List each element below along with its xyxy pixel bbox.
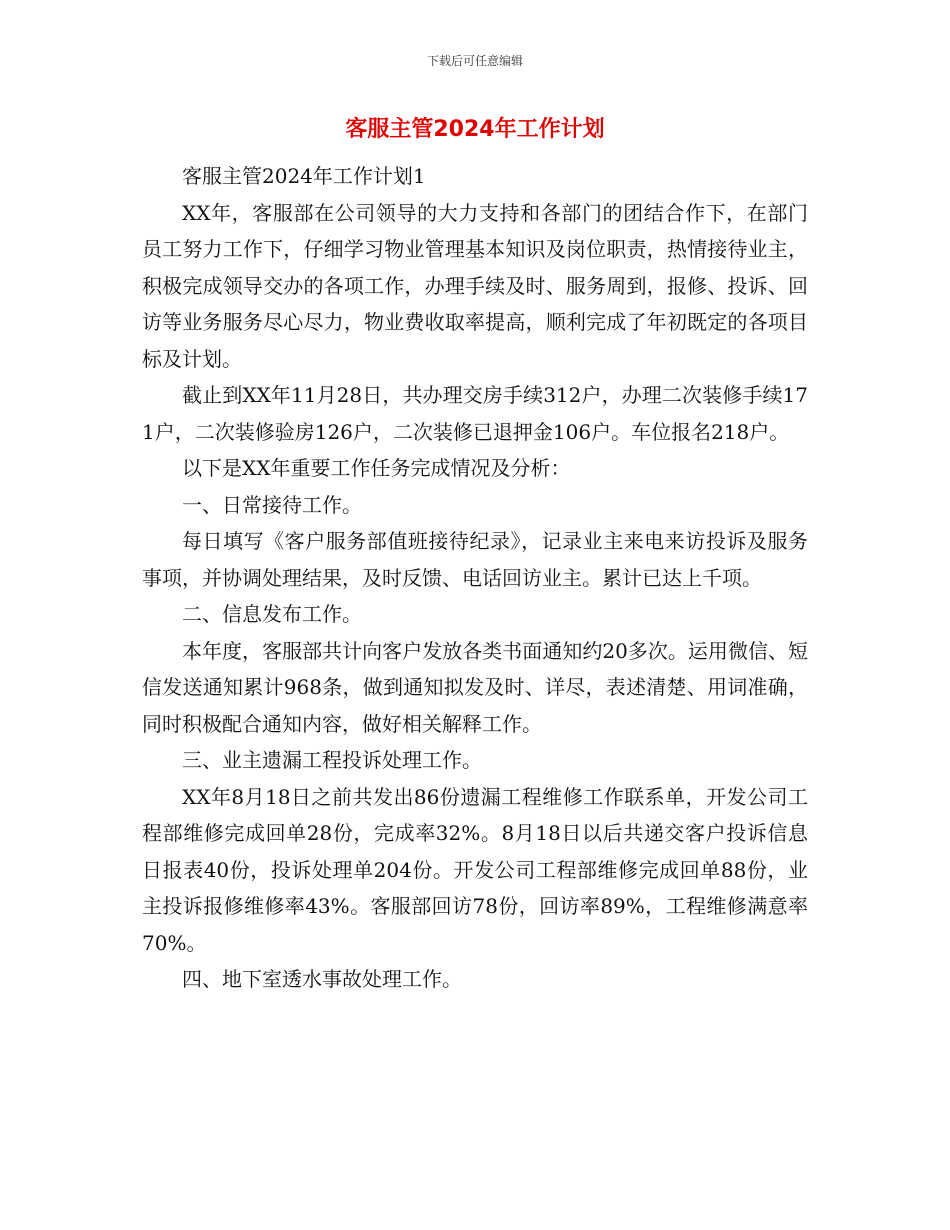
document-body	[142, 158, 808, 998]
paragraph-statistics: 截止到XX年11月28日，共办理交房手续312户，办理二次装修手续171户，二次装修验房126户，二次装修已退押金106户。车位报名218户。	[142, 383, 808, 444]
section-heading-reception: 一、日常接待工作。	[182, 492, 362, 517]
paragraph-information: 本年度，客服部共计向客户发放各类书面通知约20多次。运用微信、短信发送通知累计968条，做到通知拟发及时、详尽，表述清楚、用词准确，同时积极配合通知内容，做好相关解释工作。	[142, 638, 808, 736]
paragraph-reception: 每日填写《客户服务部值班接待纪录》，记录业主来电来访投诉及服务事项，并协调处理结果，及时反馈、电话回访业主。累计已达上千项。	[142, 529, 808, 590]
section-heading-basement: 四、地下室透水事故处理工作。	[182, 967, 462, 991]
paragraph-subtitle: 客服主管2024年工作计划1	[182, 164, 426, 188]
paragraph-summary-lead: 以下是XX年重要工作任务完成情况及分析：	[182, 456, 571, 480]
section-heading-complaints: 三、业主遗漏工程投诉处理工作。	[182, 748, 482, 772]
document-title: 客服主管2024年工作计划	[345, 117, 605, 142]
paragraph-complaints: XX年8月18日之前共发出86份遗漏工程维修工作联系单，开发公司工程部维修完成回单28份，完成率32%。8月18日以后共递交客户投诉信息日报表40份，投诉处理单204份。开发公司工程部维修完成回单88份，业主投诉报修维修率43%。客服部回访78份，回访率89%，工程维修满意率70%。	[142, 784, 808, 955]
paragraph-intro: XX年，客服部在公司领导的大力支持和各部门的团结合作下，在部门员工努力工作下，仔细学习物业管理基本知识及岗位职责，热情接待业主，积极完成领导交办的各项工作，办理手续及时、服务周到，报修、投诉、回访等业务服务尽心尽力，物业费收取率提高，顺利完成了年初既定的各项目标及计划。	[142, 200, 808, 371]
page-header: 下载后可任意编辑	[426, 54, 523, 68]
section-heading-information: 二、信息发布工作。	[182, 602, 362, 626]
